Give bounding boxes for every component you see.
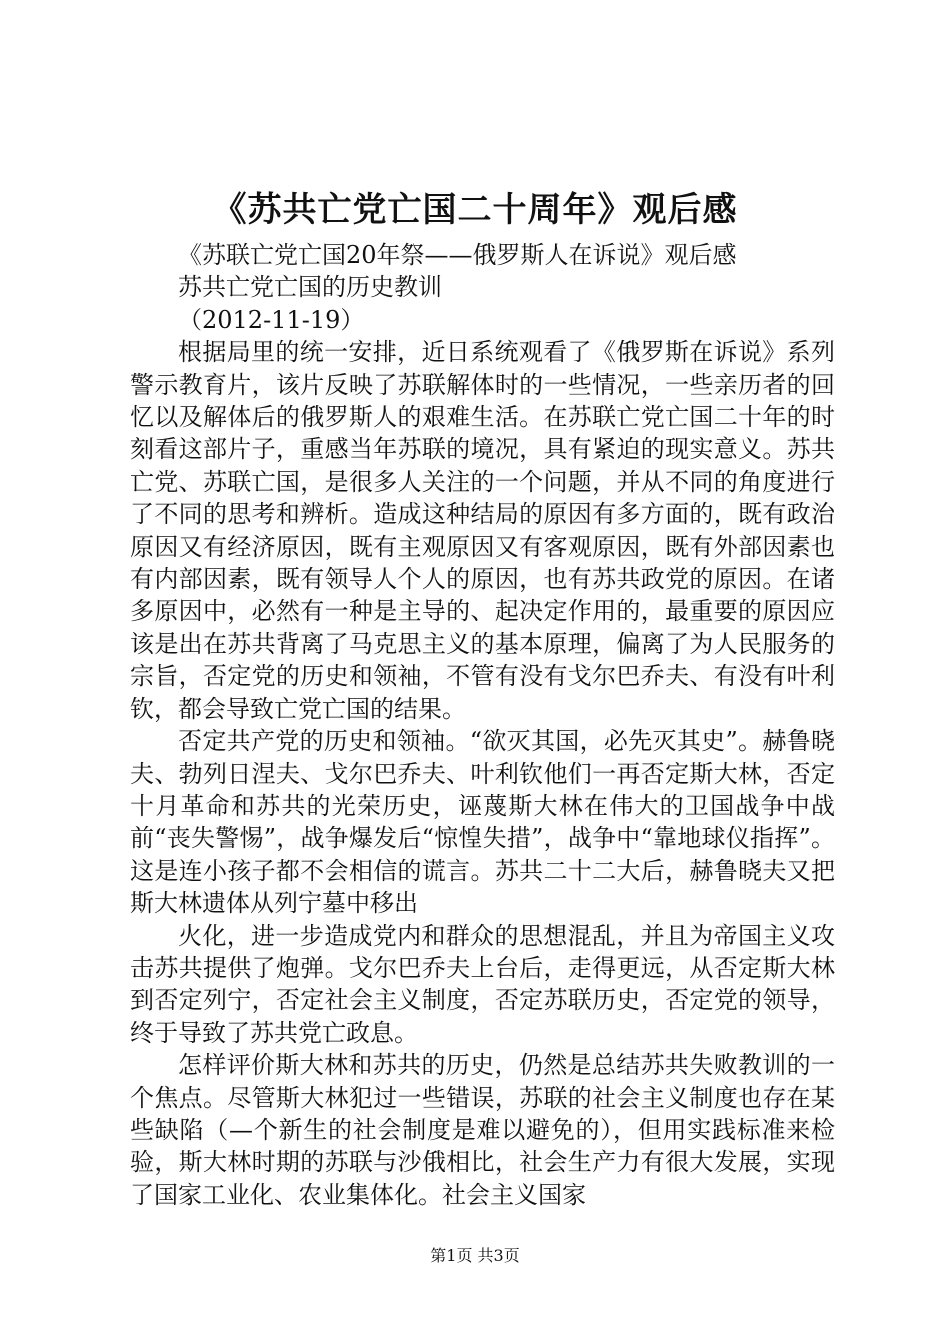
section-heading: 苏共亡党亡国的历史教训 bbox=[178, 273, 442, 302]
paragraph-2: 否定共产党的历史和领袖。“欲灭其国，必先灭其史”。赫鲁晓夫、勃列日涅夫、戈尔巴乔夫、叶利钦他们一再否定斯大林，否定十月革命和苏共的光荣历史，诬蔑斯大林在伟大的卫国战争中战前“丧失警惕”，战争爆发后“惊惶失措”，战争中“靠地球仪指挥”。这是连小孩子都不会相信的谎言。苏共二十二大后，赫鲁晓夫又把斯大林遗体从列宁墓中移出 bbox=[130, 727, 835, 918]
paragraph-1: 根据局里的统一安排，近日系统观看了《俄罗斯在诉说》系列警示教育片，该片反映了苏联解体时的一些情况，一些亲历者的回忆以及解体后的俄罗斯人的艰难生活。在苏联亡党亡国二十年的时刻看这部片子，重感当年苏联的境况，具有紧迫的现实意义。苏共亡党、苏联亡国，是很多人关注的一个问题，并从不同的角度进行了不同的思考和辨析。造成这种结局的原因有多方面的，既有政治原因又有经济原因，既有主观原因又有客观原因，既有外部因素也有内部因素，既有领导人个人的原因，也有苏共政党的原因。在诸多原因中，必然有一种是主导的、起决定作用的，最重要的原因应该是出在苏共背离了马克思主义的基本原理，偏离了为人民服务的宗旨，否定党的历史和领袖，不管有没有戈尔巴乔夫、有没有叶利钦，都会导致亡党亡国的结果。 bbox=[130, 338, 835, 723]
subtitle-line: 《苏联亡党亡国20年祭——俄罗斯人在诉说》观后感 bbox=[178, 241, 737, 269]
document-body bbox=[130, 239, 835, 1211]
page-footer: 第1页 共3页 bbox=[430, 1246, 520, 1265]
date-line: （2012-11-19） bbox=[178, 305, 365, 334]
paragraph-4: 怎样评价斯大林和苏共的历史，仍然是总结苏共失败教训的一个焦点。尽管斯大林犯过一些错误，苏联的社会主义制度也存在某些缺陷（—个新生的社会制度是难以避免的），但用实践标准来检验，斯大林时期的苏联与沙俄相比，社会生产力有很大发展，实现了国家工业化、农业集体化。社会主义国家 bbox=[130, 1051, 835, 1209]
paragraph-3: 火化，进一步造成党内和群众的思想混乱，并且为帝国主义攻击苏共提供了炮弹。戈尔巴乔夫上台后，走得更远，从否定斯大林到否定列宁，否定社会主义制度，否定苏联历史，否定党的领导，终于导致了苏共党亡政息。 bbox=[130, 921, 835, 1047]
document-title: 《苏共亡党亡国二十周年》观后感 bbox=[212, 190, 738, 230]
